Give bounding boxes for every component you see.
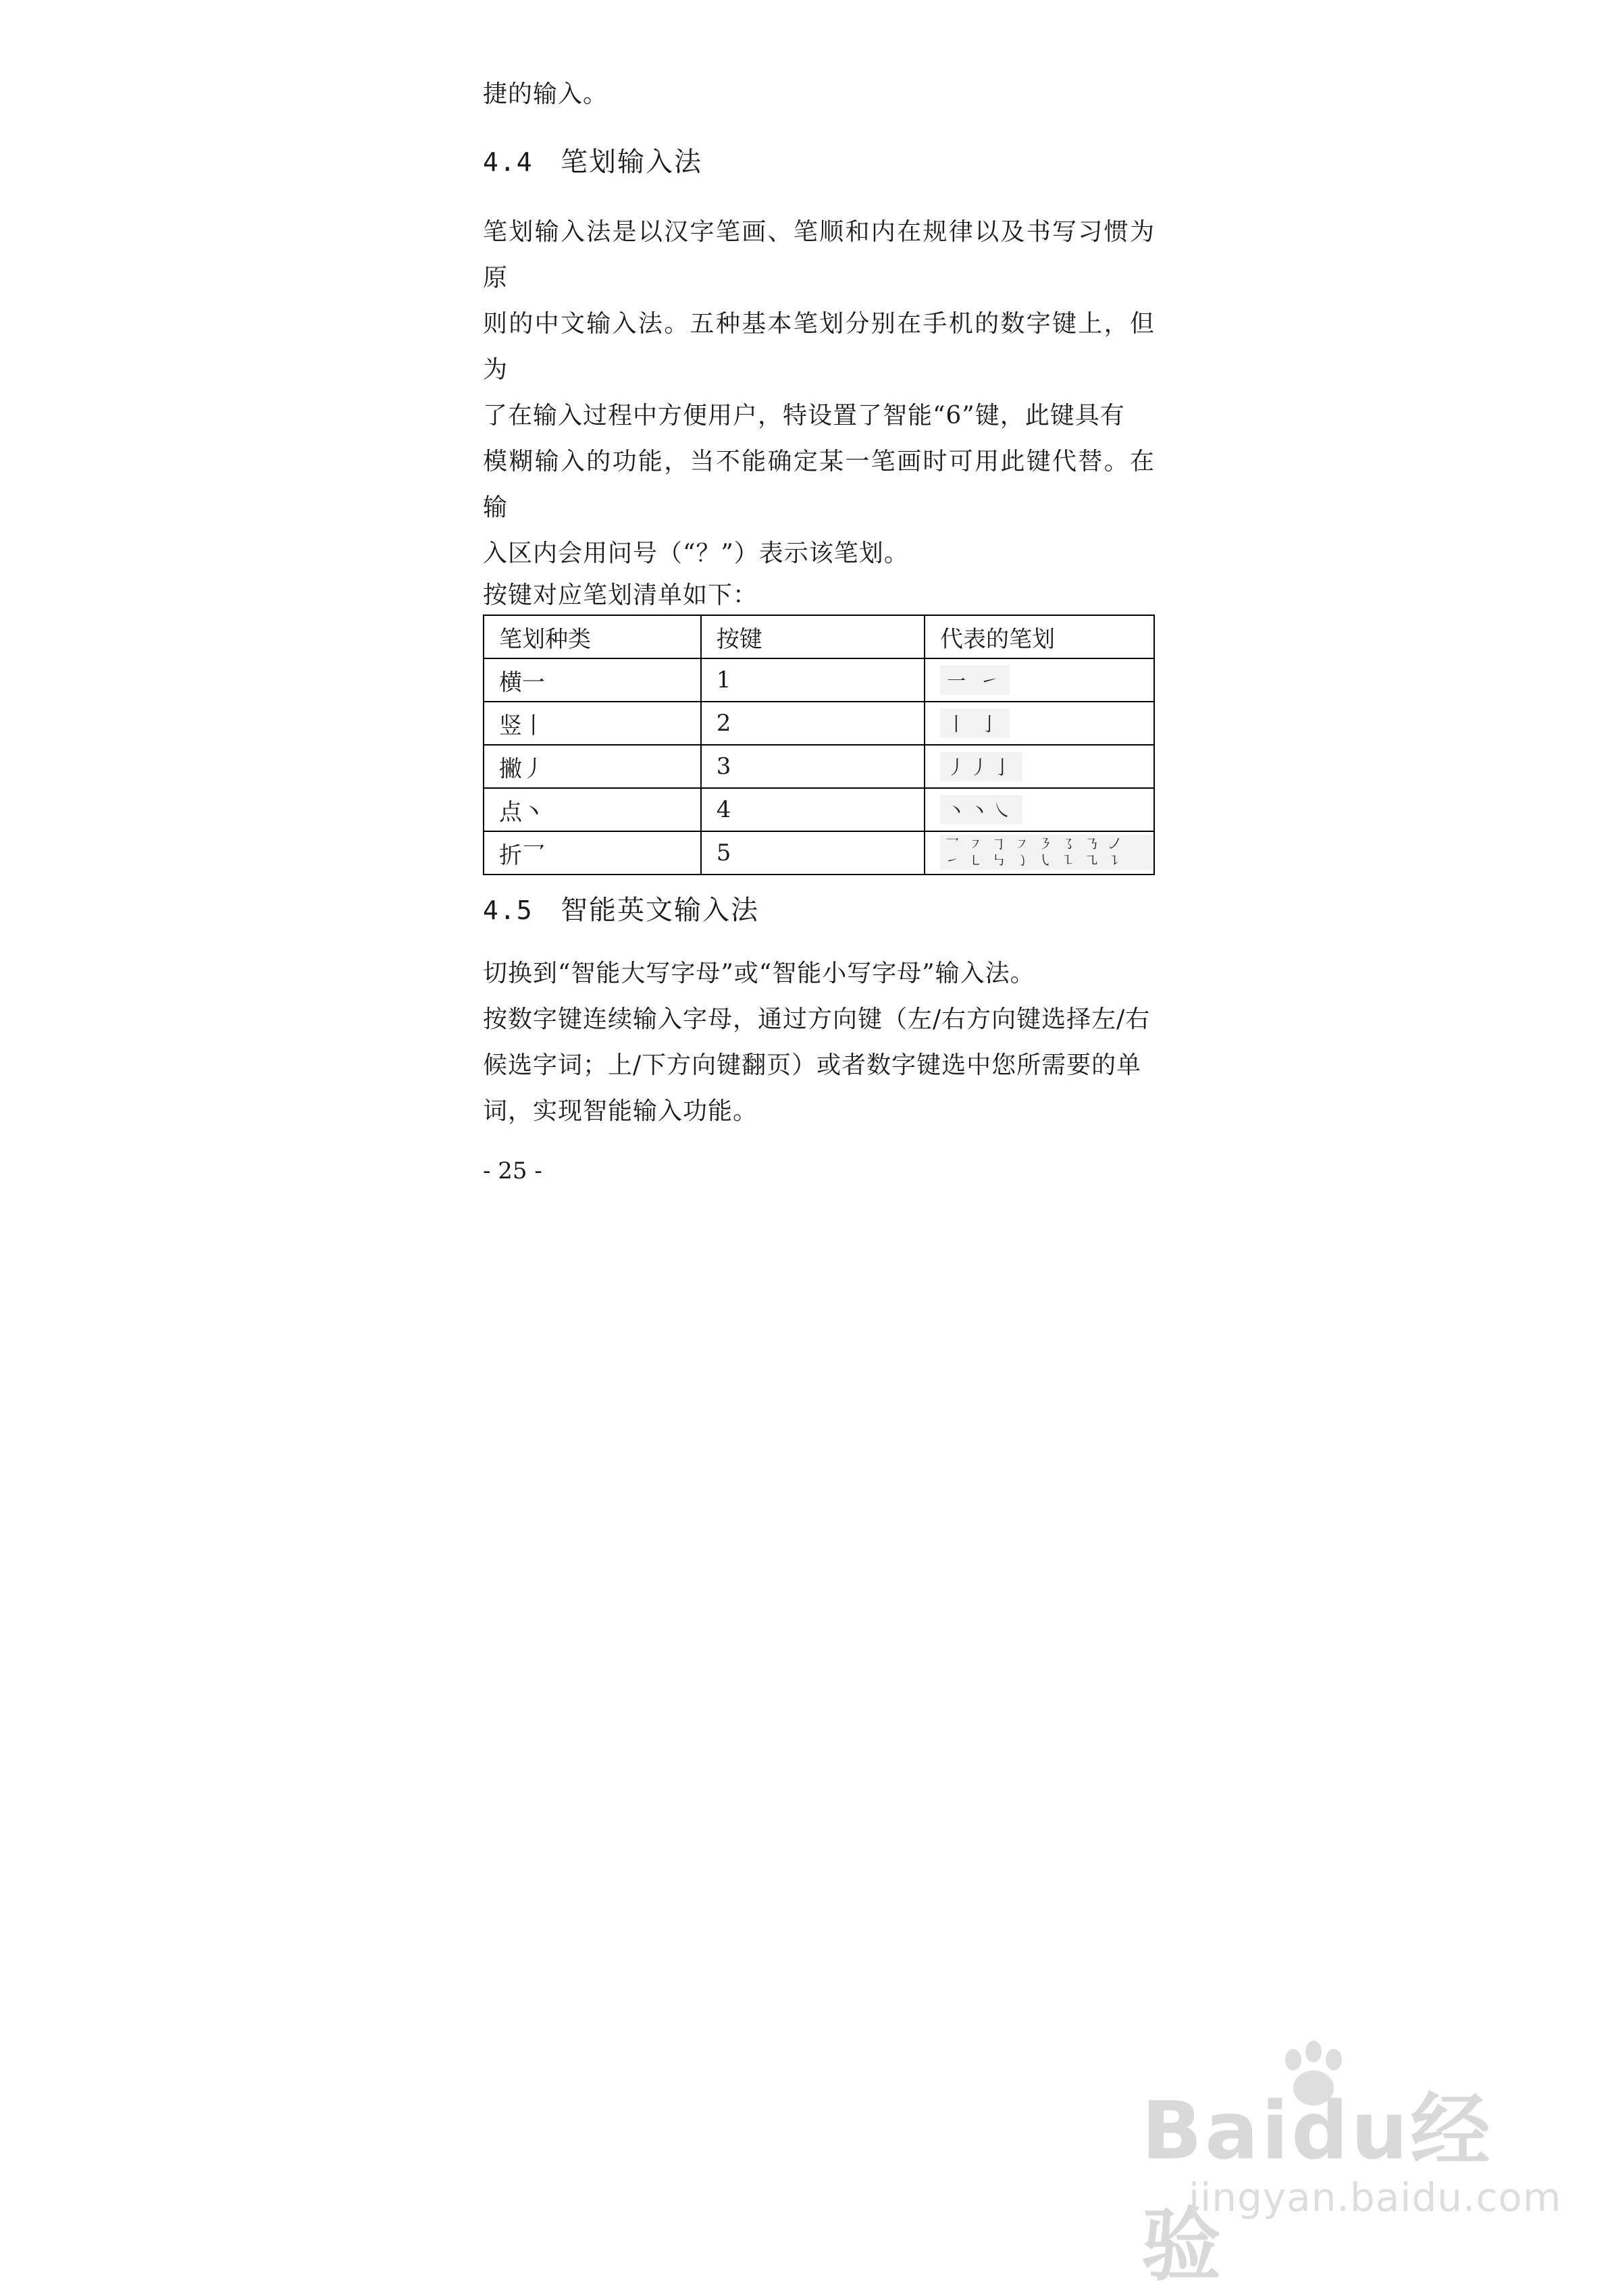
key-cell: 3 — [701, 745, 925, 788]
key-cell: 2 — [701, 702, 925, 745]
key-cell: 4 — [701, 788, 925, 831]
table-header-row — [484, 615, 1154, 658]
stroke-type-cell: 折乛 — [484, 831, 701, 875]
stroke-glyphs-image: 一 ㇀ — [940, 665, 1010, 695]
section-title: 智能英文输入法 — [561, 895, 759, 926]
table-row — [484, 702, 1154, 745]
table-row — [484, 745, 1154, 788]
table-row — [484, 788, 1154, 831]
page-number: - 25 - — [483, 1157, 542, 1184]
section-heading-4-4 — [483, 142, 1155, 182]
stroke-type-cell: 竖丨 — [484, 702, 701, 745]
stroke-glyphs-image: 丿丿亅 — [940, 752, 1022, 781]
paragraph-line: 词，实现智能输入功能。 — [483, 1097, 758, 1125]
key-cell: 5 — [701, 831, 925, 875]
stroke-glyphs-image: 丶丶㇏ — [940, 795, 1022, 825]
paragraph-line: 笔划输入法是以汉字笔画、笔顺和内在规律以及书写习惯为原 — [483, 218, 1155, 292]
key-cell: 1 — [701, 658, 925, 702]
table-row — [484, 658, 1154, 702]
document-page — [483, 68, 1155, 1184]
section-heading-4-5 — [483, 890, 1155, 931]
table-caption: 按键对应笔划清单如下： — [483, 581, 758, 609]
paragraph-line: 切换到“智能大写字母”或“智能小写字母”输入法。 — [483, 960, 1035, 987]
glyph-line: 乛 ㇇ ㇆ ㇇ ㇋ ㇌ ㇡ ㇢ — [945, 836, 1124, 852]
paragraph-line: 则的中文输入法。五种基本笔划分别在手机的数字键上，但为 — [483, 310, 1155, 384]
section-title: 笔划输入法 — [561, 147, 702, 178]
stroke-glyphs-cell — [925, 745, 1154, 788]
section-4-4-paragraph — [483, 209, 1155, 577]
stroke-glyphs-cell — [925, 831, 1154, 875]
section-number: 4.5 — [483, 895, 534, 925]
paragraph-line: 候选字词；上/下方向键翻页）或者数字键选中您所需要的单 — [483, 1051, 1142, 1079]
section-4-5-paragraph — [483, 951, 1155, 1134]
glyph-line: ㇀ ㇄ ㇉ ㇁ ㇂ ㇅ ㇈ ㇊ — [945, 852, 1124, 868]
paragraph-line: 了在输入过程中方便用户，特设置了智能“6”键，此键具有 — [483, 402, 1125, 429]
paragraph-line: 模糊输入的功能，当不能确定某一笔画时可用此键代替。在输 — [483, 448, 1155, 521]
stroke-type-cell: 撇丿 — [484, 745, 701, 788]
watermark-logo-text: Baidu经验 — [1141, 2084, 1493, 2292]
table-row — [484, 831, 1154, 875]
table-header-cell: 按键 — [701, 615, 925, 658]
section-number: 4.4 — [483, 147, 534, 177]
stroke-glyphs-cell — [925, 788, 1154, 831]
table-header-cell: 代表的笔划 — [925, 615, 1154, 658]
paragraph-line: 入区内会用问号（“？”）表示该笔划。 — [483, 540, 909, 567]
table-header-cell: 笔划种类 — [484, 615, 701, 658]
baidu-jingyan-watermark — [1141, 2039, 1562, 2292]
intro-line: 捷的输入。 — [483, 80, 608, 108]
stroke-glyphs-cell — [925, 658, 1154, 702]
paragraph-line: 按数字键连续输入字母，通过方向键（左/右方向键选择左/右 — [483, 1006, 1151, 1033]
watermark-url: jingyan.baidu.com — [1189, 2174, 1562, 2220]
stroke-type-cell: 横一 — [484, 658, 701, 702]
stroke-glyphs-image: 丨 亅 — [940, 708, 1010, 738]
stroke-key-table — [483, 615, 1155, 875]
stroke-type-cell: 点丶 — [484, 788, 701, 831]
stroke-glyphs-image — [940, 835, 1153, 870]
stroke-glyphs-cell — [925, 702, 1154, 745]
